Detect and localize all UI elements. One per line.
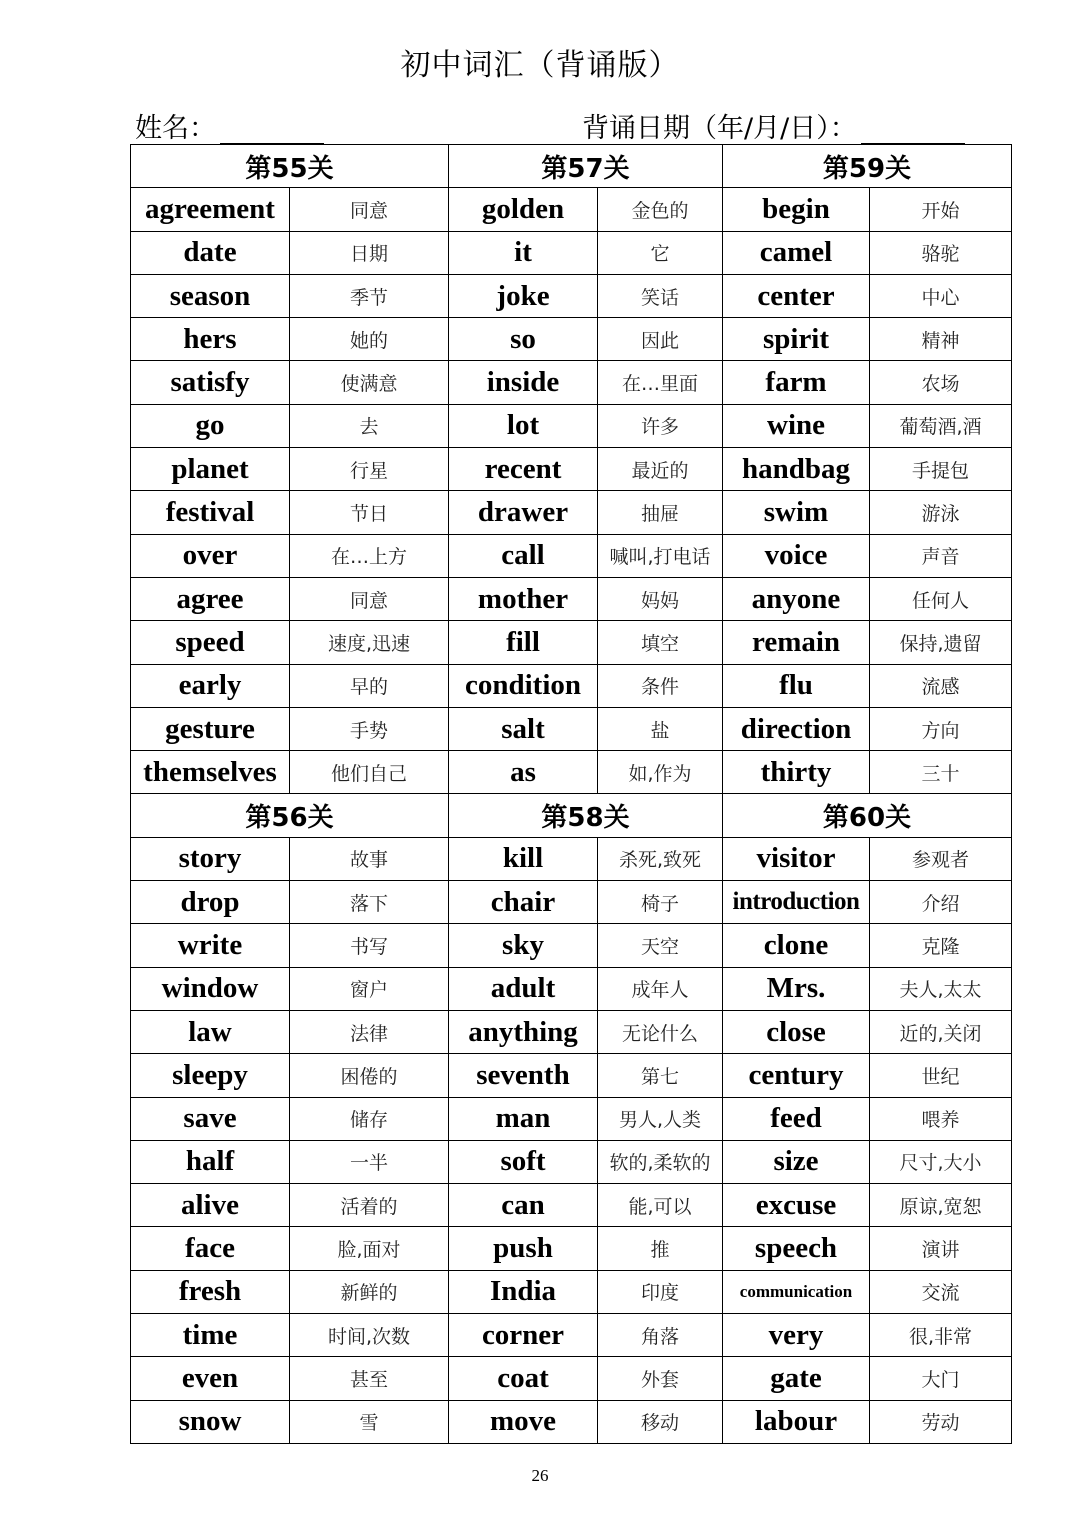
english-word: planet: [131, 448, 290, 491]
chinese-meaning: 杀死,致死: [598, 837, 723, 880]
chinese-meaning: 日期: [290, 231, 449, 274]
english-word: corner: [449, 1314, 598, 1357]
table-row: [131, 707, 1012, 750]
chinese-meaning: 新鲜的: [290, 1270, 449, 1313]
table-row: [131, 274, 1012, 317]
chinese-meaning: 节日: [290, 491, 449, 534]
chinese-meaning: 笑话: [598, 274, 723, 317]
level-header: 第58关: [449, 794, 723, 837]
chinese-meaning: 农场: [870, 361, 1012, 404]
chinese-meaning: 金色的: [598, 188, 723, 231]
english-word: law: [131, 1010, 290, 1053]
chinese-meaning: 使满意: [290, 361, 449, 404]
chinese-meaning: 甚至: [290, 1357, 449, 1400]
english-word: can: [449, 1184, 598, 1227]
chinese-meaning: 介绍: [870, 881, 1012, 924]
english-word: fill: [449, 621, 598, 664]
chinese-meaning: 他们自己: [290, 751, 449, 794]
chinese-meaning: 故事: [290, 837, 449, 880]
chinese-meaning: 填空: [598, 621, 723, 664]
chinese-meaning: 推: [598, 1227, 723, 1270]
english-word: salt: [449, 707, 598, 750]
chinese-meaning: 方向: [870, 707, 1012, 750]
table-row: [131, 1357, 1012, 1400]
chinese-meaning: 外套: [598, 1357, 723, 1400]
chinese-meaning: 近的,关闭: [870, 1010, 1012, 1053]
chinese-meaning: 印度: [598, 1270, 723, 1313]
english-word: speed: [131, 621, 290, 664]
english-word: swim: [723, 491, 870, 534]
english-word: coat: [449, 1357, 598, 1400]
english-word: direction: [723, 707, 870, 750]
english-word: feed: [723, 1097, 870, 1140]
chinese-meaning: 活着的: [290, 1184, 449, 1227]
chinese-meaning: 同意: [290, 188, 449, 231]
chinese-meaning: 天空: [598, 924, 723, 967]
table-row: [131, 491, 1012, 534]
chinese-meaning: 行星: [290, 448, 449, 491]
section-header-row: [131, 794, 1012, 837]
english-word: condition: [449, 664, 598, 707]
table-row: [131, 1010, 1012, 1053]
english-word: push: [449, 1227, 598, 1270]
chinese-meaning: 一半: [290, 1140, 449, 1183]
english-word: sleepy: [131, 1054, 290, 1097]
chinese-meaning: 时间,次数: [290, 1314, 449, 1357]
english-word: agree: [131, 577, 290, 620]
english-word: hers: [131, 318, 290, 361]
name-field: [135, 106, 324, 145]
chinese-meaning: 季节: [290, 274, 449, 317]
chinese-meaning: 演讲: [870, 1227, 1012, 1270]
table-row: [131, 924, 1012, 967]
chinese-meaning: 椅子: [598, 881, 723, 924]
chinese-meaning: 它: [598, 231, 723, 274]
table-row: [131, 837, 1012, 880]
english-word: early: [131, 664, 290, 707]
chinese-meaning: 在…里面: [598, 361, 723, 404]
table-row: [131, 231, 1012, 274]
english-word: it: [449, 231, 598, 274]
english-word: century: [723, 1054, 870, 1097]
chinese-meaning: 劳动: [870, 1400, 1012, 1443]
english-word: mother: [449, 577, 598, 620]
chinese-meaning: 储存: [290, 1097, 449, 1140]
english-word: sky: [449, 924, 598, 967]
table-row: [131, 1054, 1012, 1097]
chinese-meaning: 去: [290, 404, 449, 447]
chinese-meaning: 葡萄酒,酒: [870, 404, 1012, 447]
english-word: golden: [449, 188, 598, 231]
chinese-meaning: 中心: [870, 274, 1012, 317]
chinese-meaning: 法律: [290, 1010, 449, 1053]
english-word: remain: [723, 621, 870, 664]
chinese-meaning: 流感: [870, 664, 1012, 707]
table-row: [131, 621, 1012, 664]
vocabulary-table: [130, 144, 1012, 1444]
chinese-meaning: 移动: [598, 1400, 723, 1443]
english-word: chair: [449, 881, 598, 924]
chinese-meaning: 夫人,太太: [870, 967, 1012, 1010]
english-word: labour: [723, 1400, 870, 1443]
name-blank[interactable]: [220, 117, 324, 145]
english-word: speech: [723, 1227, 870, 1270]
date-blank[interactable]: [861, 117, 965, 145]
english-word: snow: [131, 1400, 290, 1443]
english-word: close: [723, 1010, 870, 1053]
chinese-meaning: 在…上方: [290, 534, 449, 577]
english-word: as: [449, 751, 598, 794]
table-row: [131, 361, 1012, 404]
table-row: [131, 1400, 1012, 1443]
chinese-meaning: 克隆: [870, 924, 1012, 967]
english-word: camel: [723, 231, 870, 274]
english-word: adult: [449, 967, 598, 1010]
chinese-meaning: 她的: [290, 318, 449, 361]
english-word: anything: [449, 1010, 598, 1053]
chinese-meaning: 骆驼: [870, 231, 1012, 274]
table-row: [131, 448, 1012, 491]
table-row: [131, 664, 1012, 707]
chinese-meaning: 三十: [870, 751, 1012, 794]
english-word: over: [131, 534, 290, 577]
english-word: date: [131, 231, 290, 274]
chinese-meaning: 抽屉: [598, 491, 723, 534]
chinese-meaning: 精神: [870, 318, 1012, 361]
english-word: window: [131, 967, 290, 1010]
english-word: drawer: [449, 491, 598, 534]
english-word: write: [131, 924, 290, 967]
english-word: face: [131, 1227, 290, 1270]
date-field: [582, 106, 965, 145]
english-word: clone: [723, 924, 870, 967]
chinese-meaning: 交流: [870, 1270, 1012, 1313]
chinese-meaning: 世纪: [870, 1054, 1012, 1097]
table-row: [131, 967, 1012, 1010]
english-word: begin: [723, 188, 870, 231]
chinese-meaning: 开始: [870, 188, 1012, 231]
english-word: very: [723, 1314, 870, 1357]
table-row: [131, 1270, 1012, 1313]
chinese-meaning: 能,可以: [598, 1184, 723, 1227]
chinese-meaning: 妈妈: [598, 577, 723, 620]
chinese-meaning: 任何人: [870, 577, 1012, 620]
chinese-meaning: 早的: [290, 664, 449, 707]
level-header: 第55关: [131, 145, 449, 188]
english-word: center: [723, 274, 870, 317]
english-word: soft: [449, 1140, 598, 1183]
english-word: kill: [449, 837, 598, 880]
chinese-meaning: 手提包: [870, 448, 1012, 491]
english-word: go: [131, 404, 290, 447]
english-word: Mrs.: [723, 967, 870, 1010]
table-row: [131, 1140, 1012, 1183]
english-word: size: [723, 1140, 870, 1183]
table-row: [131, 318, 1012, 361]
english-word: introduction: [723, 881, 870, 924]
chinese-meaning: 喂养: [870, 1097, 1012, 1140]
english-word: move: [449, 1400, 598, 1443]
chinese-meaning: 角落: [598, 1314, 723, 1357]
chinese-meaning: 窗户: [290, 967, 449, 1010]
english-word: lot: [449, 404, 598, 447]
chinese-meaning: 手势: [290, 707, 449, 750]
chinese-meaning: 书写: [290, 924, 449, 967]
level-header: 第59关: [723, 145, 1012, 188]
chinese-meaning: 参观者: [870, 837, 1012, 880]
level-header: 第60关: [723, 794, 1012, 837]
english-word: even: [131, 1357, 290, 1400]
chinese-meaning: 保持,遗留: [870, 621, 1012, 664]
english-word: spirit: [723, 318, 870, 361]
english-word: India: [449, 1270, 598, 1313]
english-word: call: [449, 534, 598, 577]
name-label: 姓名：: [135, 113, 216, 144]
english-word: recent: [449, 448, 598, 491]
chinese-meaning: 尺寸,大小: [870, 1140, 1012, 1183]
english-word: anyone: [723, 577, 870, 620]
chinese-meaning: 软的,柔软的: [598, 1140, 723, 1183]
english-word: flu: [723, 664, 870, 707]
chinese-meaning: 雪: [290, 1400, 449, 1443]
table-row: [131, 404, 1012, 447]
chinese-meaning: 最近的: [598, 448, 723, 491]
english-word: fresh: [131, 1270, 290, 1313]
chinese-meaning: 因此: [598, 318, 723, 361]
english-word: agreement: [131, 188, 290, 231]
english-word: handbag: [723, 448, 870, 491]
english-word: festival: [131, 491, 290, 534]
table-row: [131, 577, 1012, 620]
chinese-meaning: 成年人: [598, 967, 723, 1010]
chinese-meaning: 条件: [598, 664, 723, 707]
section-header-row: [131, 145, 1012, 188]
chinese-meaning: 无论什么: [598, 1010, 723, 1053]
english-word: communication: [723, 1270, 870, 1313]
chinese-meaning: 游泳: [870, 491, 1012, 534]
chinese-meaning: 困倦的: [290, 1054, 449, 1097]
english-word: joke: [449, 274, 598, 317]
chinese-meaning: 落下: [290, 881, 449, 924]
english-word: time: [131, 1314, 290, 1357]
level-header: 第57关: [449, 145, 723, 188]
english-word: gate: [723, 1357, 870, 1400]
english-word: story: [131, 837, 290, 880]
english-word: seventh: [449, 1054, 598, 1097]
english-word: voice: [723, 534, 870, 577]
chinese-meaning: 速度,迅速: [290, 621, 449, 664]
english-word: visitor: [723, 837, 870, 880]
chinese-meaning: 很,非常: [870, 1314, 1012, 1357]
chinese-meaning: 同意: [290, 577, 449, 620]
english-word: thirty: [723, 751, 870, 794]
chinese-meaning: 许多: [598, 404, 723, 447]
level-header: 第56关: [131, 794, 449, 837]
table-row: [131, 1227, 1012, 1270]
chinese-meaning: 盐: [598, 707, 723, 750]
table-row: [131, 881, 1012, 924]
english-word: farm: [723, 361, 870, 404]
chinese-meaning: 喊叫,打电话: [598, 534, 723, 577]
english-word: season: [131, 274, 290, 317]
chinese-meaning: 原谅,宽恕: [870, 1184, 1012, 1227]
english-word: half: [131, 1140, 290, 1183]
english-word: excuse: [723, 1184, 870, 1227]
chinese-meaning: 脸,面对: [290, 1227, 449, 1270]
page-number: 26: [531, 1466, 549, 1485]
english-word: satisfy: [131, 361, 290, 404]
english-word: man: [449, 1097, 598, 1140]
english-word: gesture: [131, 707, 290, 750]
table-row: [131, 1097, 1012, 1140]
english-word: drop: [131, 881, 290, 924]
chinese-meaning: 男人,人类: [598, 1097, 723, 1140]
table-row: [131, 1314, 1012, 1357]
english-word: themselves: [131, 751, 290, 794]
page-title: 初中词汇（背诵版）: [400, 48, 680, 83]
table-row: [131, 1184, 1012, 1227]
table-row: [131, 534, 1012, 577]
chinese-meaning: 大门: [870, 1357, 1012, 1400]
english-word: wine: [723, 404, 870, 447]
chinese-meaning: 第七: [598, 1054, 723, 1097]
table-row: [131, 188, 1012, 231]
english-word: inside: [449, 361, 598, 404]
date-label: 背诵日期（年/月/日）：: [582, 113, 857, 144]
english-word: alive: [131, 1184, 290, 1227]
chinese-meaning: 如,作为: [598, 751, 723, 794]
chinese-meaning: 声音: [870, 534, 1012, 577]
english-word: save: [131, 1097, 290, 1140]
table-row: [131, 751, 1012, 794]
english-word: so: [449, 318, 598, 361]
